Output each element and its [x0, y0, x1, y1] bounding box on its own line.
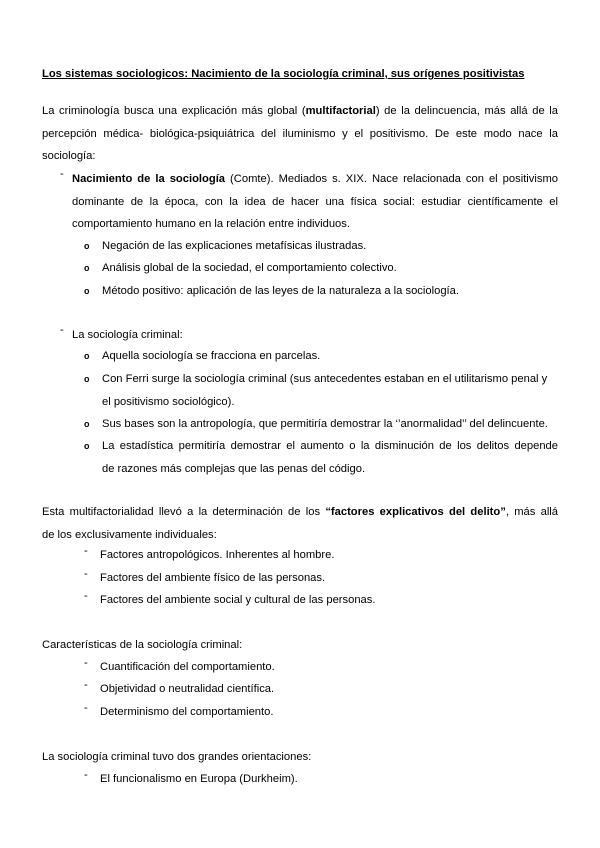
intro-line-1: La criminología busca una explicación más global (multifactorial) de la delincuencia, más allá de la: [42, 105, 558, 117]
circle-bullet-icon: o: [84, 241, 90, 251]
dash-bullet: -: [84, 545, 88, 557]
dash-bullet: -: [84, 590, 88, 602]
intro-line-2: percepción médica- biológica-psiquiátrica del iluminismo y el positivismo. De este modo nace la: [42, 127, 558, 140]
dash-bullet: -: [84, 702, 88, 714]
nacimiento-text: Nacimiento de la sociología (Comte). Mediados s. XIX. Nace relacionada con el positivismo dominante de la época, con la idea de hacer una física social: estudiar científicamente el comportamiento humano en la relación entre individuos.: [72, 173, 559, 230]
dash-bullet: -: [84, 679, 88, 691]
orientaciones-heading: La sociología criminal tuvo dos grandes orientaciones:: [42, 751, 312, 763]
dash-bullet: -: [60, 168, 64, 180]
dash-bullet: -: [60, 324, 64, 336]
factores-paragraph: Esta multifactorialidad llevó a la determinación de los “factores explicativos del delito”, más allá de los exclusivamente individuales:: [42, 506, 559, 541]
dash-bullet: -: [84, 769, 88, 781]
intro-line-3: sociología:: [42, 150, 96, 162]
caracteristicas-heading: Características de la sociología criminal:: [42, 639, 243, 651]
document-page: Los sistemas sociologicos: Nacimiento de la sociología criminal, sus orígenes positivistas La criminología busca una explicación más global (multifactorial) de la delincuencia, más allá de la percepción médica- biológica-psiquiátrica del iluminismo y el positivismo. De este modo nace la sociología: - Nacimiento de la sociología (Comte). Mediados s. XIX. Nace relacionada con el positivismo dominante de la época, con la idea de hacer una física social: estudiar científicamente el comportamiento humano en la relación entre individuos. o Negación de las explicaciones metafísicas ilustradas. o Análisis global de la sociedad, el comportamiento colectivo. o Método positivo: aplicación de las leyes de la naturaleza a la sociología. - La sociología criminal: o Aquella sociología se fracciona en parcelas. o Con Ferri surge la sociología criminal (sus antecedentes estaban en el utilitarismo penal y el positivismo sociológico). o Sus bases son la antropología, que permitiría demostrar la ‘’anormalidad’’ del delincuente. o La estadística permitiría demostrar el aumento o la disminución de los delitos depende de razones más complejas que las penas del código. Esta multifactorialidad llevó a la determinación de los “factores explicativos del delito”, más allá de los exclusivamente individuales: - Factores antropológicos. Inherentes al hombre. - Factores del ambiente físico de las personas. - Factores del ambiente social y cultural de las personas. Características de la sociología criminal: - Cuantificación del comportamiento. - Objetividad o neutralidad científica. - Determinismo del comportamiento. La sociología criminal tuvo dos grandes orientaciones: - El funcionalismo en Europa (Durkheim).: [0, 0, 600, 848]
circle-bullet-icon: o: [84, 351, 90, 361]
circle-bullet-icon: o: [84, 441, 90, 451]
circle-bullet-icon: o: [84, 263, 90, 273]
circle-bullet-icon: o: [84, 419, 90, 429]
dash-bullet: -: [84, 657, 88, 669]
intro-paragraph: [42, 100, 558, 168]
dash-bullet: -: [84, 568, 88, 580]
circle-bullet-icon: o: [84, 374, 90, 384]
circle-bullet-icon: o: [84, 286, 90, 296]
page-title: Los sistemas sociologicos: Nacimiento de la sociología criminal, sus orígenes positivistas: [42, 68, 525, 80]
